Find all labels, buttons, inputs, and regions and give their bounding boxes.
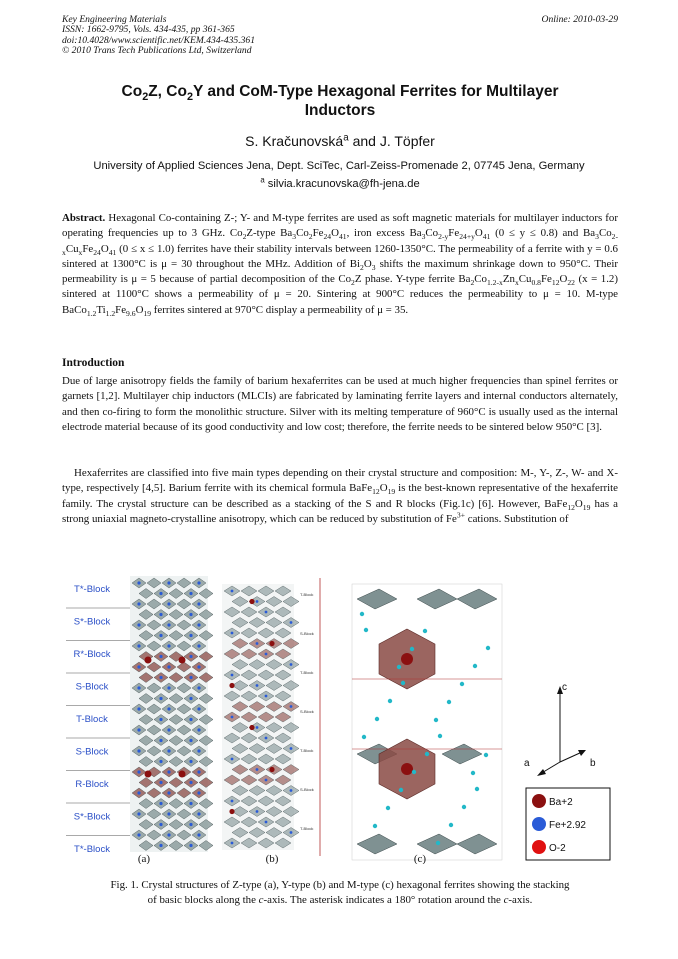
block-label-a-3: S-Block xyxy=(75,681,109,693)
panel-c-structure xyxy=(352,584,502,860)
copyright: © 2010 Trans Tech Publications Ltd, Switzerland xyxy=(62,45,252,57)
legend xyxy=(526,788,610,860)
block-label-a-2: R*-Block xyxy=(73,649,111,660)
intro-paragraph-1: Due of large anisotropy fields the family of barium hexaferrites can be used at much higher frequencies than spinel ferrites or garnets [1,2]. Multilayer chip inductors (MLCIs) are fabricated by laminating ferrite layers and internal conductors alternately, and then co-firing to form the monolithic structure. Silver with its melting temperature of 960°C is usually used as the internal electrode material because of its good conductivity and low cost; therefore, the ferrite needs to be sintered below 950°C [3]. xyxy=(62,375,618,434)
authors: S. Kračunovská$^a$ and J. Töpfer xyxy=(245,132,435,149)
block-label-a-1: S*-Block xyxy=(73,616,111,628)
legend-ba-label: Ba+2 xyxy=(549,797,573,808)
doi: doi:10.4028/www.scientific.net/KEM.434-435.361 xyxy=(62,34,256,46)
journal-header xyxy=(62,15,618,57)
axis-a-label: a xyxy=(524,758,530,769)
block-label-b-1: S-Block xyxy=(300,631,314,636)
intro-paragraph-2: Hexaferrites are classified into five main types depending on their crystal structure and composition: M-, Y-, Z-, W- and X-type, respectively [4,5]. Barium ferrite with its chemical formula $BaFe_{12}O_{19}$ is the best-known representative of the hexaferrite family. The crystal structure can be described as a stacking of the S and R blocks (Fig.1c) [6]. However, $BaFe_{12}O_{19}$ has a strong uniaxial magneto-crystalline anisotropy, which can be reduced by substitution of $Fe^{3+}$ cations. Substitution of xyxy=(62,467,619,526)
block-label-b-0: T-Block xyxy=(300,592,314,597)
panel-a-structure xyxy=(130,576,213,852)
figure-1-crystal-structures xyxy=(62,574,618,864)
block-label-b-2: T-Block xyxy=(300,670,314,675)
legend-ba-swatch xyxy=(532,794,546,808)
author-email: $^a$ silvia.kracunovska@fh-jena.de xyxy=(260,175,420,190)
online-date: Online: 2010-03-29 xyxy=(541,14,618,25)
block-label-a-4: T-Block xyxy=(76,714,108,725)
figure-caption: Fig. 1. Crystal structures of Z-type (a), Y-type (b) and M-type (c) hexagonal ferrites showing the stacking of basic blocks along the c-axis. The asterisk indicates a 180° rotation around the c-axis. xyxy=(110,879,570,906)
panel-label-a: (a) xyxy=(137,853,151,864)
legend-o-label: O-2 xyxy=(549,843,566,854)
abstract: Abstract. Hexagonal Co-containing Z-; Y- and M-type ferrites are used as soft magnetic materials for multilayer inductors for operating frequencies up to 3 GHz. $Co_2Z$-type $Ba_3Co_2Fe_{24}O_{41}$, iron excess $Ba_3Co_{2-y}Fe_{24+y}O_{41}$ (0 ≤ y ≤ 0.8) and $Ba_3Co_{2-x}Cu_xFe_{24}O_{41}$ (0 ≤ x ≤ 1.0) ferrites have their stability intervals between 1260-1350°C. The permeability of a ferrite with y = 0.6 sintered at 1300°C is μ = 30 throughout the MHz. Addition of $Bi_2O_3$ shifts the maximum shrinkage down to 950°C. Their permeability is μ = 5 because of partial decomposition of the $Co_2Z$ phase. Y-type ferrite $Ba_2Co_{1.2-x}Zn_xCu_{0.8}Fe_{12}O_{22}$ (x = 1.2) sintered at 1100°C shows a permeability of μ = 20. Sintering at 900°C reduces the permeability to μ = 10. M-type $BaCo_{1.2}Ti_{1.2}Fe_{9.6}O_{19}$ ferrites sintered at 970°C display a permeability of μ = 35. xyxy=(62,212,619,318)
legend-fe-label: Fe+2.92 xyxy=(549,820,586,831)
paper-title: $Co_2Z$, $Co_2Y$ and CoM-Type Hexagonal Ferrites for Multilayer Inductors xyxy=(121,83,559,119)
panel-label-c: (c) xyxy=(413,853,427,864)
legend-fe-swatch xyxy=(532,817,546,831)
block-label-a-6: R-Block xyxy=(75,779,109,790)
block-label-a-7: S*-Block xyxy=(73,811,111,823)
affiliation: University of Applied Sciences Jena, Dept. SciTec, Carl-Zeiss-Promenade 2, 07745 Jena, Germany xyxy=(93,160,585,172)
block-label-b-3: S-Block xyxy=(300,709,314,714)
block-label-a-0: T*-Block xyxy=(74,584,110,595)
section-heading-introduction: Introduction xyxy=(62,357,125,369)
journal-name: Key Engineering Materials xyxy=(62,14,167,25)
axis-b-label: b xyxy=(590,758,596,769)
block-label-b-6: T-Block xyxy=(300,826,314,831)
axis-c-label: c xyxy=(562,682,567,693)
panel-a-block-labels xyxy=(66,584,130,855)
legend-o-swatch xyxy=(532,840,546,854)
axes-indicator xyxy=(524,682,596,776)
panel-b-structure xyxy=(222,578,320,856)
block-label-b-5: S-Block xyxy=(300,787,314,792)
panel-label-b: (b) xyxy=(265,853,279,864)
block-label-a-8: T*-Block xyxy=(74,844,110,855)
block-label-a-5: S-Block xyxy=(75,746,109,758)
issn: ISSN: 1662-9795, Vols. 434-435, pp 361-365 xyxy=(62,24,235,36)
block-label-b-4: T-Block xyxy=(300,748,314,753)
